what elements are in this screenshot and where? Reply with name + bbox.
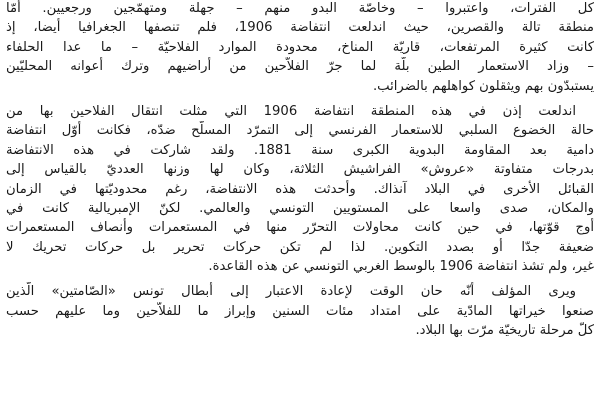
text-line: غير، ولم تشذ انتفاضة 1906 بالوسط الغربي التونسي عن هذه القاعدة. <box>208 259 594 275</box>
text-line: منطقة تالة والقصرين، حيث اندلعت انتفاضة 1906، فلم تنصفها الجغرافيا أيضا، إذ <box>6 20 594 36</box>
text-line: كانت كثيرة المرتفعات، قاريّة المناخ، محدودة الموارد الفلاحيّة – ما عدا الحلفاء <box>6 39 594 55</box>
text-line: القبائل الأخرى في البلاد آنذاك. وأحدثت هذه الانتفاضة، رغم محدوديّتها في الزمان <box>6 181 594 197</box>
paragraph <box>6 0 594 96</box>
text-line: بدرجات متفاوتة «عروش» الفراشيش الثلاثة، وكان لها وزنها العدديّ بالقياس إلى <box>6 162 594 178</box>
text-line: كل الفترات، واعتبروا – وخاصّة البدو منهم – جهلة ومتهمّجين ورجعيين. أمّا <box>6 1 594 16</box>
text-line: كلّ مرحلة تاريخيّة مرّت بها البلاد. <box>415 323 594 339</box>
text-line: صنعوا خيراتها المادّية على امتداد مئات السنين وإبراز ما للفلاّحين وما عليهم حسب <box>6 303 594 319</box>
text-line: أوج قوّتها، في حين كانت محاولات التحرّر منها في المستعمرات وأنصاف المستعمرات <box>6 220 594 236</box>
text-line: ويرى المؤلف أنّه حان الوقت لإعادة الاعتبار إلى أبطال تونس «الصّامتين» الّذين <box>6 284 576 300</box>
document-page <box>6 0 594 400</box>
text-line: حالة الخضوع السلبي للاستعمار الفرنسي إلى التمرّد المسلّح ضدّه، فكانت أوّل انتفاضة <box>6 123 594 139</box>
text-line: ضعيفة جدّا أو بصدد التكوين. لذا لم تكن حركات تحرير بل حركات تحريك لا <box>6 239 594 255</box>
text-line: اندلعت إذن في هذه المنطقة انتفاضة 1906 التي مثلت انتقال الفلاحين بها من <box>6 103 577 119</box>
text-line: – وزاد الاستعمار الطين بلّة لما جرّ الفلاّحين من أراضيهم وترك أعوانه المحليّين <box>6 59 594 75</box>
text-line: دامية بعد المقاومة البدوية الكبرى سنة 1881. ولقد شاركت في هذه الانتفاضة <box>6 142 594 158</box>
text-line: يستبدّون بهم ويثقلون كواهلهم بالضرائب. <box>372 78 594 94</box>
paragraph <box>6 282 594 340</box>
text-line: والمكان، صدى واسعا على المستويين التونسي والعالمي. لكنّ الإمبريالية كانت في <box>6 200 594 216</box>
paragraph <box>6 102 594 277</box>
